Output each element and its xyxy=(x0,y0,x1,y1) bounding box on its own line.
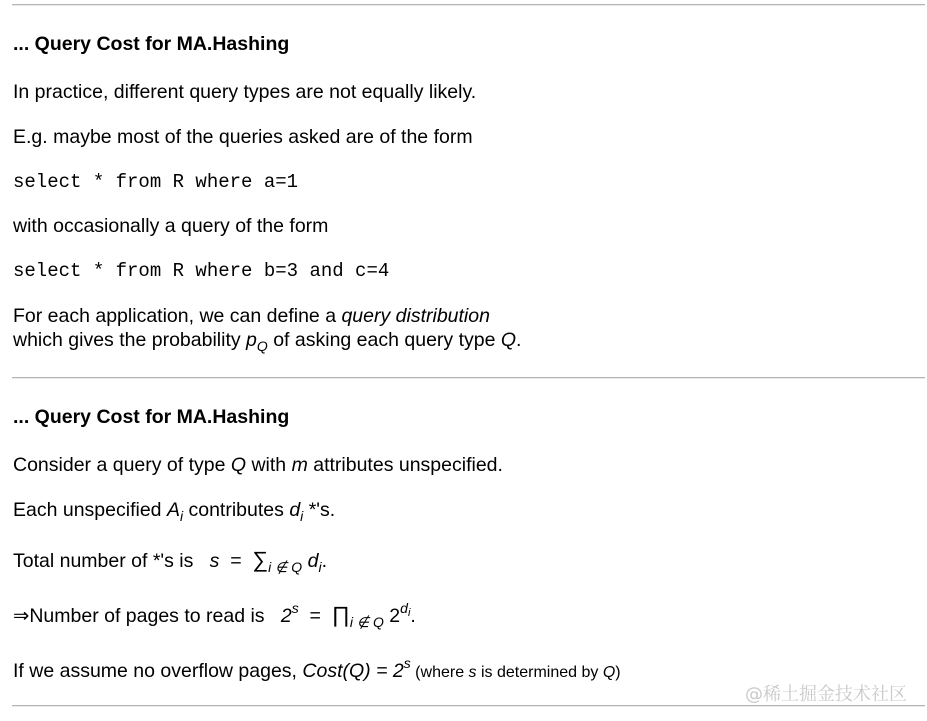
top-divider xyxy=(12,4,925,6)
implies-arrow-icon: ⇒ xyxy=(13,605,30,627)
slide1-paragraph-5: which gives the probability $p_Q$ of asking each query type Q. xyxy=(13,329,522,354)
code-example-1: select * from R where a=1 xyxy=(13,171,299,193)
slide2-line-3: Total number of *'s is $s = \sum_{i \notin Q}$ $d_i$. xyxy=(13,547,327,575)
slide2-line-5: If we assume no overflow pages, Cost(Q) = $2^s$ (where s is determined by Q) xyxy=(13,655,621,682)
slide2-title: ... Query Cost for MA.Hashing xyxy=(13,406,290,428)
middle-divider xyxy=(12,377,925,379)
slide1-paragraph-3: with occasionally a query of the form xyxy=(13,215,329,237)
code-example-2: select * from R where b=3 and c=4 xyxy=(13,260,390,282)
watermark: @稀土掘金技术社区 xyxy=(745,684,907,705)
slide1-paragraph-4: For each application, we can define a query distribution xyxy=(13,305,490,327)
slide1-title: ... Query Cost for MA.Hashing xyxy=(13,33,290,55)
slide1-paragraph-1: In practice, different query types are not equally likely. xyxy=(13,81,477,103)
slide2-line-4: ⇒Number of pages to read is $2^s = \prod_{i \notin Q}$ $2^{d_i}$. xyxy=(13,600,416,630)
bottom-divider xyxy=(12,705,925,707)
slide1-paragraph-2: E.g. maybe most of the queries asked are of the form xyxy=(13,126,473,148)
slide2-line-1: Consider a query of type Q with m attributes unspecified. xyxy=(13,454,503,476)
slide2-line-2: Each unspecified $A_i$ contributes $d_i$ *'s. xyxy=(13,499,336,524)
